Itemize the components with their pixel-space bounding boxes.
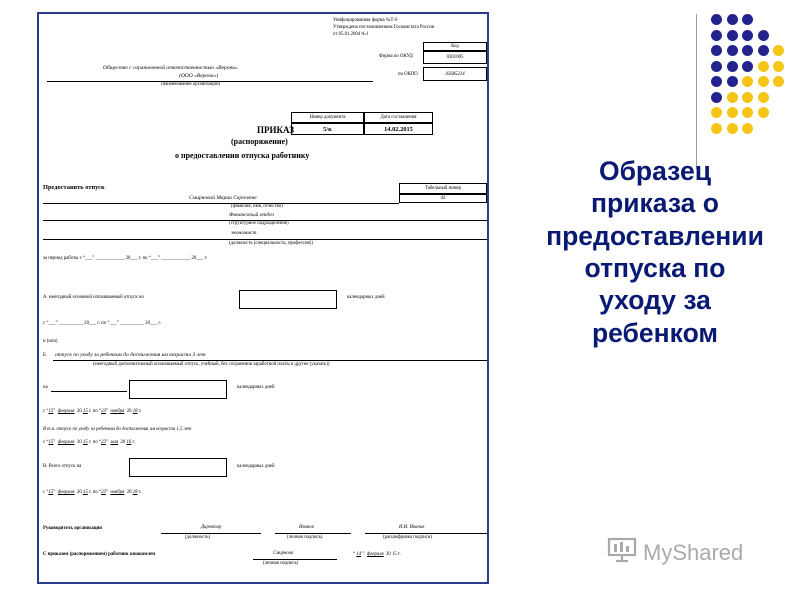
order-subtitle: (распоряжение) [231,137,288,146]
decorative-dot [773,61,784,72]
section-a-label: А. ежегодный основной оплачиваемый отпуск на [43,295,144,300]
acknowledge-label: С приказом (распоряжением) работник ознакомлен [43,552,156,557]
incl-text: В т.ч. отпуск по уходу за ребенком до достижения им возраста 1,5 лет [43,427,192,432]
slide-title-line: отпуска по [584,252,726,283]
slide-title-line: приказа о [591,188,719,219]
decorative-dot [758,76,769,87]
head-signature: Иванов [299,525,314,530]
decorative-dot [727,107,738,118]
on-label: на [43,385,48,390]
okud-value: 0301005 [423,51,487,64]
doc-date: 14.02.2015 [364,123,433,135]
code-header: Код [423,42,487,51]
decorative-dot [727,30,738,41]
section-b-days-box [129,380,227,399]
grant-leave-label: Предоставить отпуск [43,184,105,191]
form-header-line3: от 05.01.2004 №1 [333,32,369,37]
decorative-dot [711,30,722,41]
ack-sign-caption: (личная подпись) [263,561,299,566]
section-b-text: отпуск по уходу за ребенком до достижения им возраста 3 лет [55,352,206,358]
myshared-watermark [607,537,743,569]
tab-number-header: Табельный номер [399,183,487,194]
section-v-dates-row: с “15” февраля 20 15 г. по “23” ноября 20 18 г. [43,490,142,495]
decorative-dot [711,61,722,72]
decorative-dot [742,14,753,25]
acknowledge-date: “ 14 ” февраля 20 15 г. [353,552,401,557]
decorative-dot [758,30,769,41]
section-v-label: В. Всего отпуск на [43,464,82,469]
section-a-dates: с “___” __________ 20___ г. по “___” __________ 20___ г. [43,321,161,326]
employee-name: Смирновой Марии Сергеевне [189,195,257,201]
decorative-dot [711,107,722,118]
section-v-days-box [129,458,227,477]
head-name-caption: (расшифровка подписи) [383,535,432,540]
section-a-days-box [239,290,337,309]
slide-title-line: ребенком [591,317,719,348]
position-caption: (должность (специальность, профессия)) [229,241,313,246]
decorative-dot [727,61,738,72]
section-b-dates-row: с “15” февраля 20 15 г. по “23” ноября 20 18 г. [43,409,142,414]
decorative-dot [727,14,738,25]
head-sign-caption: (личная подпись) [287,535,323,540]
doc-number: 5/к [291,123,364,135]
slide-title [505,155,800,349]
okud-label: Форма по ОКУД [379,54,413,59]
decorative-dot [727,45,738,56]
decorative-dot [742,61,753,72]
decorative-dot [711,45,722,56]
okpo-value: 45685234 [423,67,487,81]
decorative-dot [742,30,753,41]
order-title: ПРИКАЗ [257,125,295,135]
head-position-caption: (должность) [185,535,211,540]
section-v-calendar-days: календарных дней [237,464,275,469]
decorative-dot [727,92,738,103]
decorative-dot [742,107,753,118]
name-caption: (фамилия, имя, отчество) [231,204,283,209]
incl-dates-row: с “15” февраля 20 15 г. по “23” мая 20 16 г. [43,440,136,445]
department-caption: (структурное подразделение) [229,221,289,226]
decorative-dot [742,123,753,134]
section-a-calendar-days: календарных дней [347,295,385,300]
head-position: Директор [201,525,222,530]
decorative-dot [727,123,738,134]
vertical-divider [696,14,697,169]
order-subject: о предоставлении отпуска работнику [175,151,310,160]
slide-title-line: Образец [598,156,712,186]
section-b-calendar-days: календарных дней [237,385,275,390]
presentation-icon [607,537,637,569]
section-b-prefix: Б. [43,353,47,358]
decorative-dot [727,76,738,87]
acknowledge-signature: Смирнова [273,551,294,556]
section-b-caption: (ежегодный дополнительный оплачиваемый отпуск, учебный, без сохранения заработной платы и другие (указать)) [93,362,330,367]
decorative-dot [758,61,769,72]
tab-number: 43 [399,194,487,203]
decorative-dot [773,76,784,87]
org-name-line2: (ООО «Верона») [179,73,219,79]
work-period-line: за период работы с “___” ____________ 20___ г. по “___” ____________ 20___ г. [43,256,208,261]
position: экономист [231,230,257,236]
department: Финансовый отдел [229,212,274,218]
form-header-line2: Утверждена постановлением Госкомстата России [333,25,435,30]
form-header-line1: Унифицированная форма №Т-6 [333,18,398,23]
decorative-dot [758,107,769,118]
head-label: Руководитель организации [43,526,103,531]
decorative-dot [711,123,722,134]
order-form-document [37,12,489,584]
decorative-dot [758,92,769,103]
decorative-dot [711,92,722,103]
decorative-dot [742,45,753,56]
decorative-dot [773,45,784,56]
slide-title-line: уходу за [599,285,711,316]
doc-number-header: Номер документа [291,112,364,123]
head-name: И.И. Иванов [399,525,425,530]
org-caption: (наименование организации) [161,82,221,87]
doc-date-header: Дата составления [364,112,433,123]
org-name-line1: Общество с ограниченной ответственностью «Верона» [103,65,238,71]
decorative-dot [758,45,769,56]
decorative-dot [742,76,753,87]
and-or-label: и (или) [43,339,58,344]
decorative-dot [742,92,753,103]
slide-title-line: предоставлении [546,220,764,251]
watermark-text: MyShared [643,540,744,565]
okpo-label: по ОКПО [398,72,418,77]
decorative-dot [711,14,722,25]
decorative-dot [711,76,722,87]
